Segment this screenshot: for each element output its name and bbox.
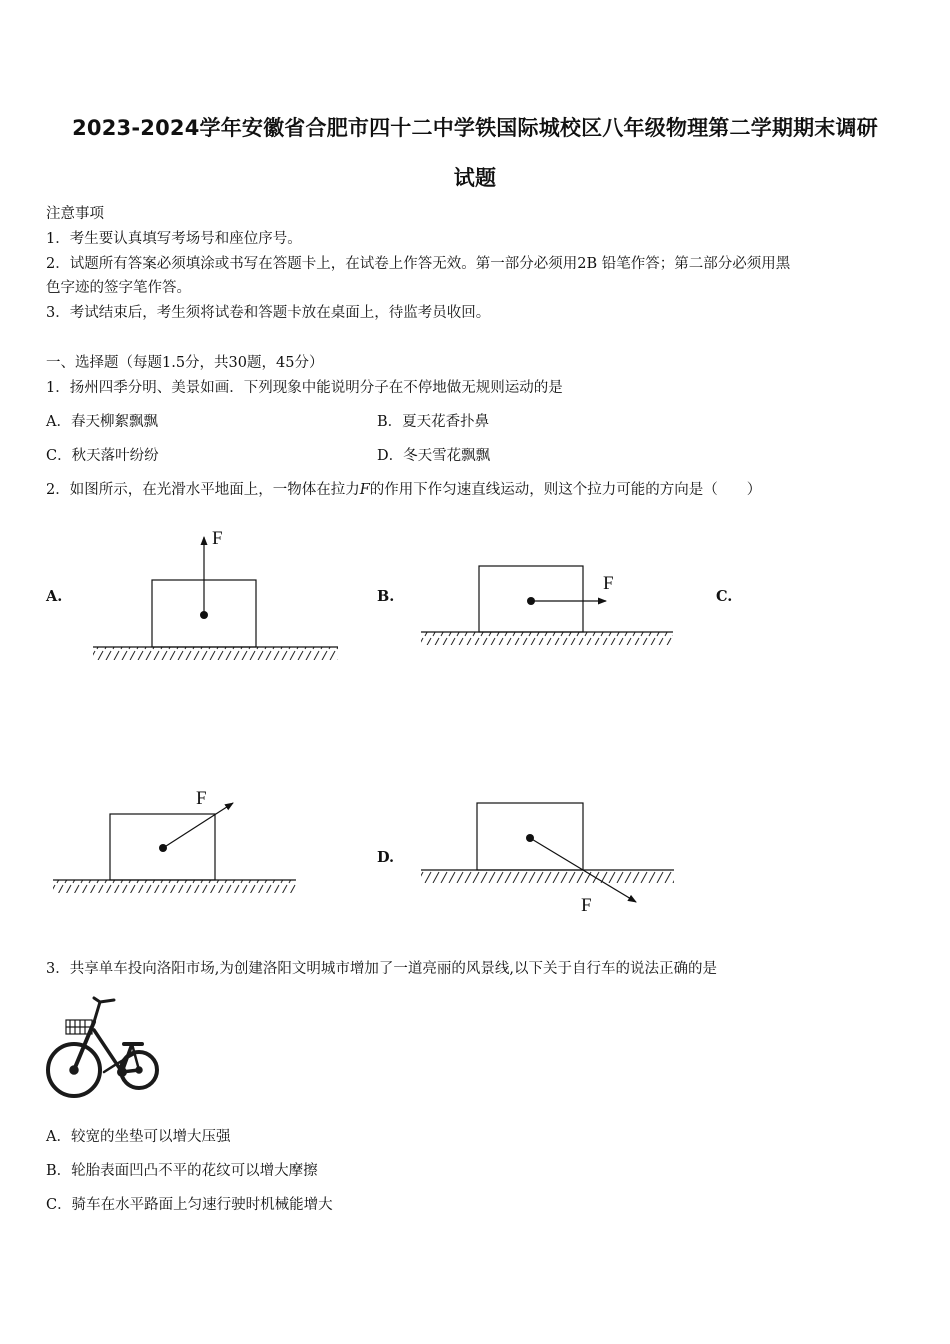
q1-option-d[interactable]: D．冬天雪花飘飘	[377, 448, 491, 464]
force-label: F	[196, 788, 207, 809]
q2-option-c-label[interactable]: C.	[716, 588, 733, 605]
exam-title-line2: 试题	[453, 166, 497, 190]
ground-hatch	[421, 870, 674, 883]
force-label: F	[603, 573, 614, 594]
exam-title-line1: 2023-2024学年安徽省合肥市四十二中学铁国际城校区八年级物理第二学期期末调研	[72, 116, 878, 140]
q2-option-a-label[interactable]: A.	[46, 588, 63, 605]
q2-option-d-label[interactable]: D.	[377, 849, 395, 866]
force-label: F	[581, 895, 592, 916]
question-2-stem: 2．如图所示，在光滑水平地面上，一物体在拉力F的作用下作匀速直线运动，则这个拉力可能的方向是（ ）	[46, 482, 762, 498]
q1-option-a[interactable]: A．春天柳絮飘飘	[46, 414, 158, 430]
section-heading: 一、选择题（每题1.5分，共30题，45分）	[46, 355, 324, 371]
force-label: F	[212, 528, 223, 549]
notice-item: 2．试题所有答案必须填涂或书写在答题卡上，在试卷上作答无效。第一部分必须用2B 铅笔作答；第二部分必须用黑	[46, 256, 791, 272]
q1-option-c[interactable]: C．秋天落叶纷纷	[46, 448, 159, 464]
q2-option-b-label[interactable]: B.	[377, 588, 395, 605]
question-1-stem: 1．扬州四季分明、美景如画．下列现象中能说明分子在不停地做无规则运动的是	[46, 380, 563, 396]
question-3-stem: 3．共享单车投向洛阳市场,为创建洛阳文明城市增加了一道亮丽的风景线,以下关于自行车的说法正确的是	[46, 961, 717, 977]
q3-option-c[interactable]: C．骑车在水平路面上匀速行驶时机械能增大	[46, 1197, 333, 1213]
notice-item: 3．考试结束后，考生须将试卷和答题卡放在桌面上，待监考员收回。	[46, 305, 491, 321]
notice-heading: 注意事项	[46, 206, 104, 222]
bicycle-image	[44, 992, 164, 1107]
q3-option-a[interactable]: A．较宽的坐垫可以增大压强	[46, 1129, 231, 1145]
notice-item: 色字迹的签字笔作答。	[46, 280, 191, 296]
q3-option-b[interactable]: B．轮胎表面凹凸不平的花纹可以增大摩擦	[46, 1163, 318, 1179]
notice-item: 1．考生要认真填写考场号和座位序号。	[46, 231, 302, 247]
q1-option-b[interactable]: B．夏天花香扑鼻	[377, 414, 490, 430]
force-variable: F	[359, 482, 370, 498]
